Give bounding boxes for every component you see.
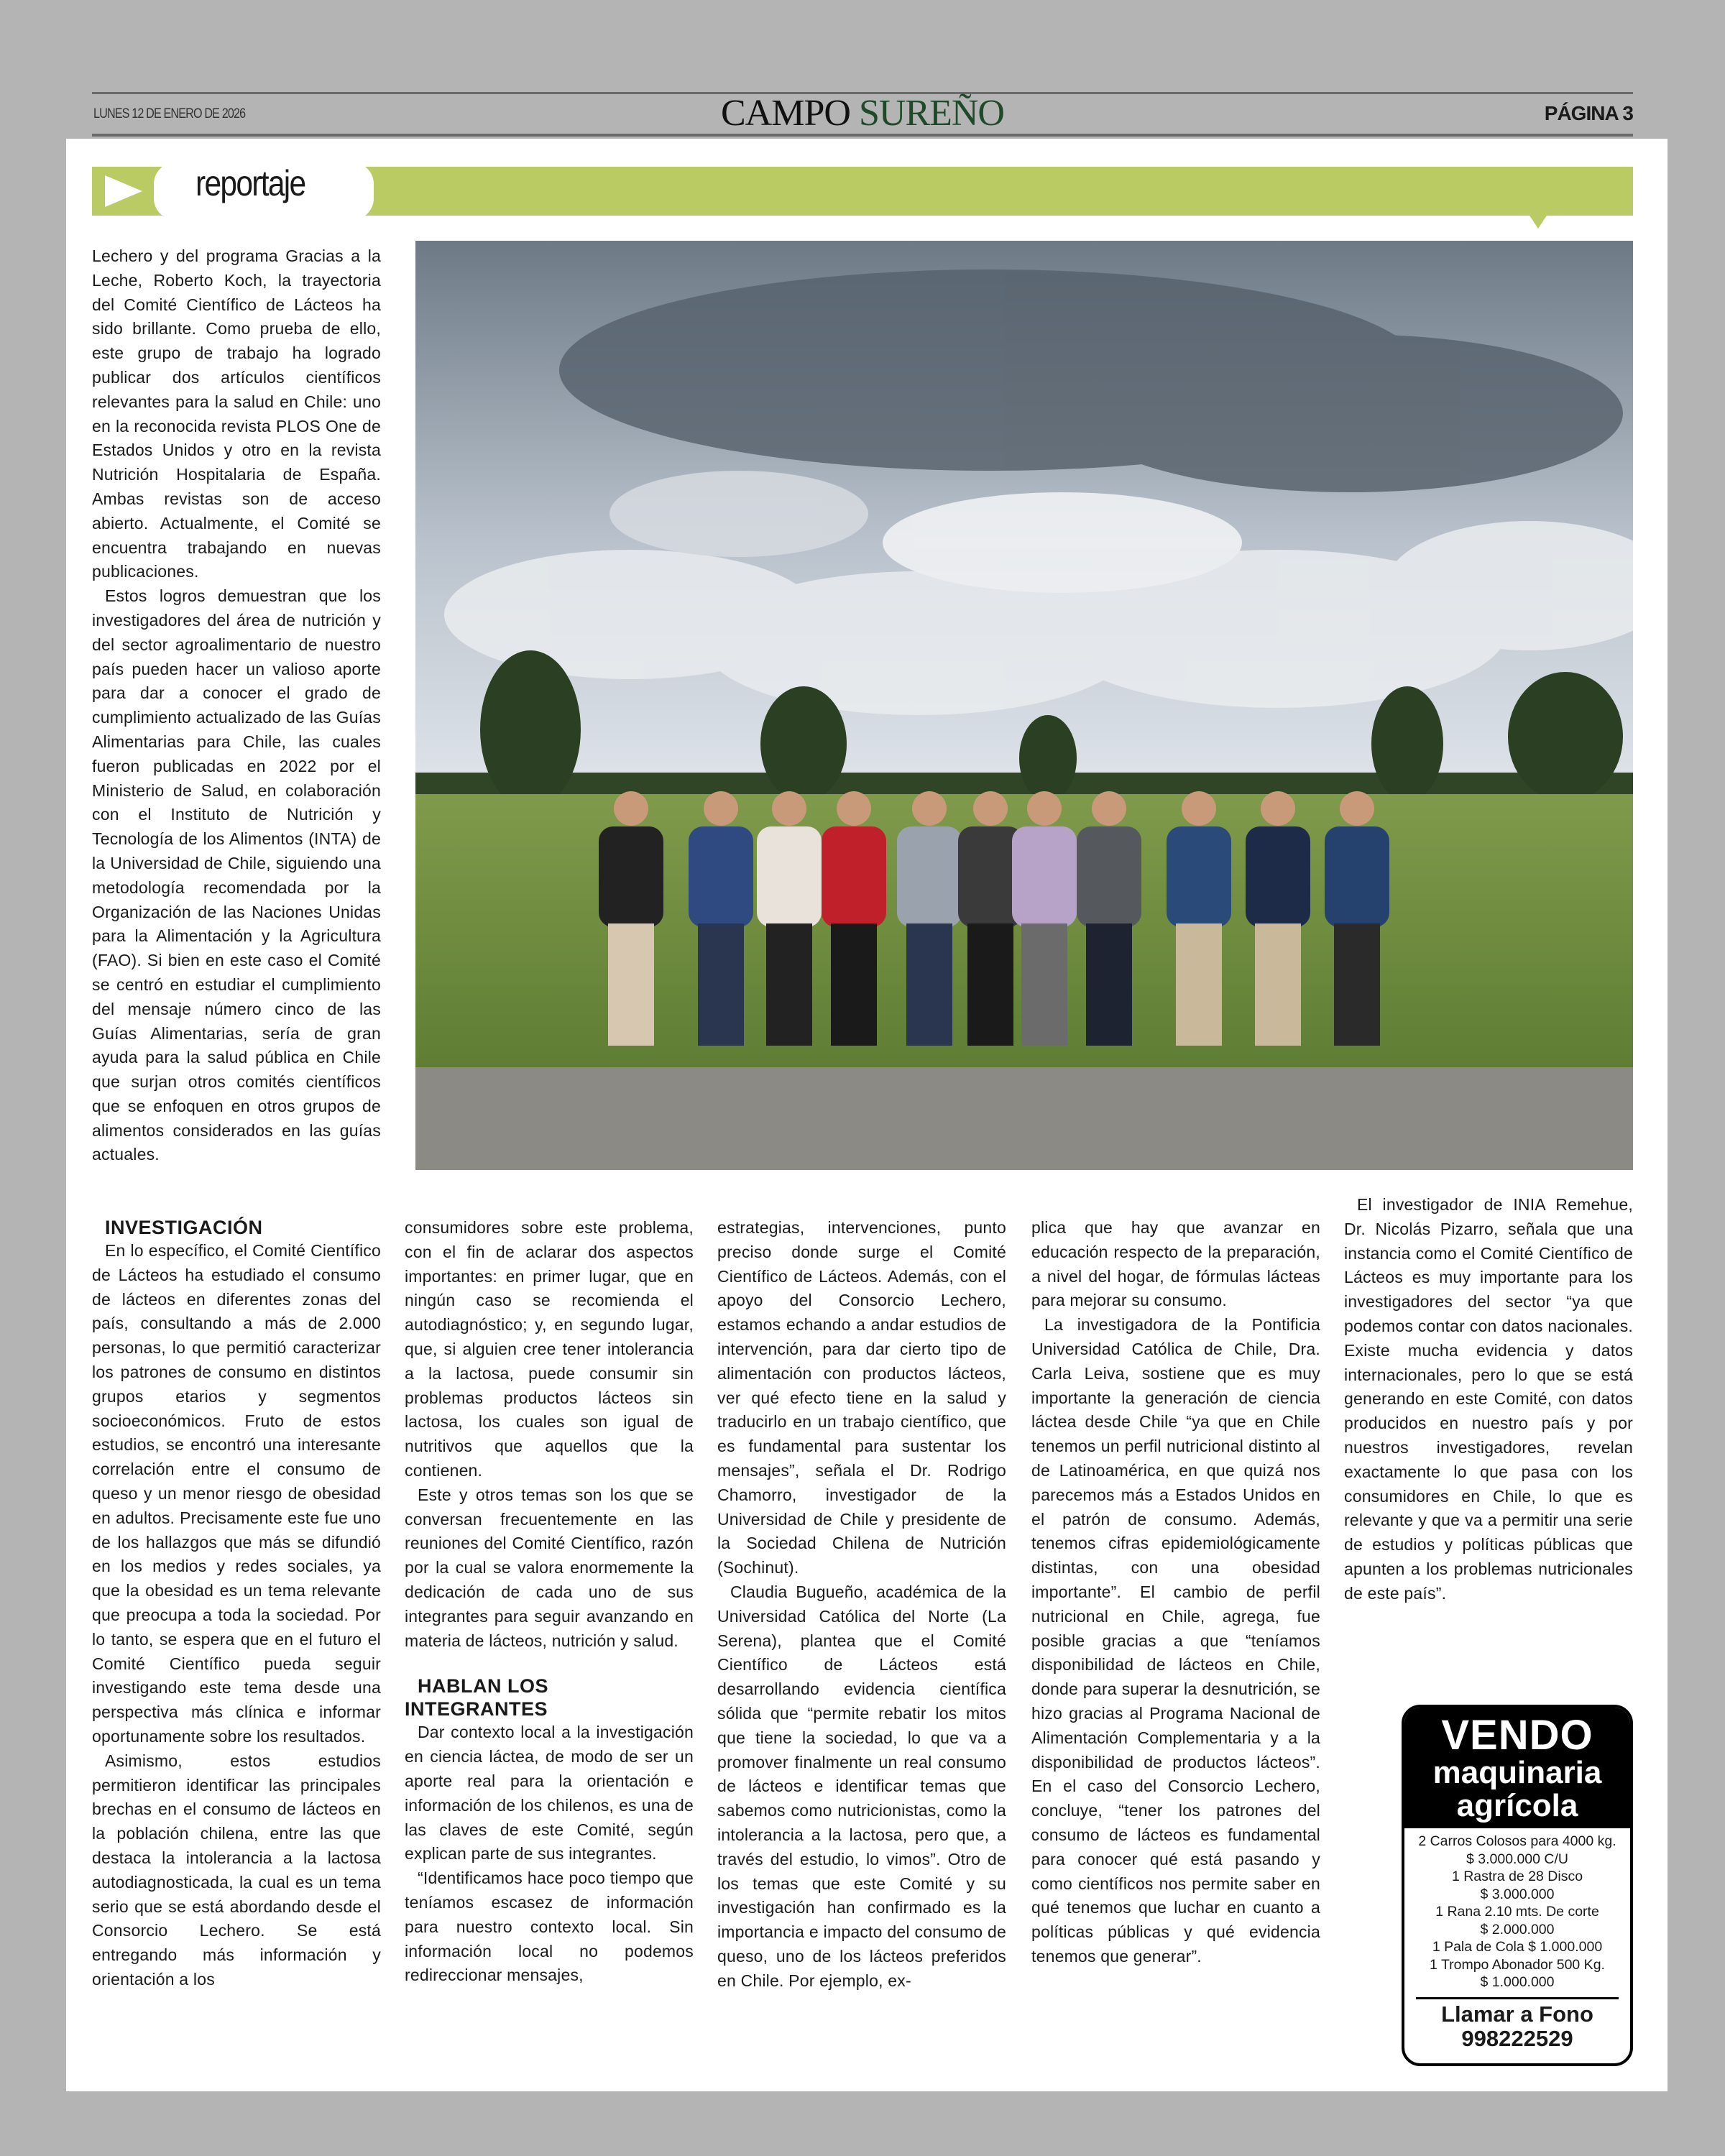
paragraph: Este y otros temas son los que se conversan frecuentemente en las reuniones del Comité Científico, razón por la cual se valora enormemente la dedicación de cada uno de sus integrantes para seguir avanzando en materia de lácteos, nutrición y salud. [405,1485,694,1650]
newspaper-masthead: CAMPO SUREÑO [721,93,1004,134]
ad-phone: 998222529 [1461,2025,1573,2051]
ad-item: 1 Trompo Abonador 500 Kg. [1430,1956,1605,1973]
ad-item-list [1404,1828,1630,1996]
issue-date: LUNES 12 DE ENERO DE 2026 [93,106,246,121]
paragraph: Asimismo, estos estudios permitieron identificar las principales brechas en el consumo de lácteos en la población chilena, entre las que destaca la intolerancia a la lactosa autodiagnosticada, la cual es un tema serio que se está abordando desde el Consorcio Lechero. Se está entregando más información y orientación a los [92,1751,381,1989]
paragraph: Lechero y del programa Gracias a la Leche, Roberto Koch, la trayectoria del Comité Científico de Lácteos ha sido brillante. Como prueba de ello, este grupo de trabajo ha logrado publicar dos artículos científicos relevantes para la salud en Chile: uno en la reconocida revista PLOS One de Estados Unidos y otro en la revista Nutrición Hospitalaria de España. Ambas revistas son de acceso abierto. Actualmente, el Comité se encuentra trabajando en nuevas publicaciones. [92,247,381,581]
subheading-investigacion: INVESTIGACIÓN [105,1217,263,1238]
ad-title: VENDO maquinaria agrícola [1404,1708,1630,1828]
ad-item: $ 1.000.000 [1480,1974,1555,1990]
subheading-hablan-los-integrantes: HABLAN LOS INTEGRANTES [405,1675,548,1720]
paragraph: “Identificamos hace poco tiempo que teníamos escasez de información para nuestro contexto local. Sin información local no podemos redireccionar mensajes, [405,1869,694,1985]
column-5 [1344,1193,1633,1606]
column-4 [1031,1216,1320,1969]
paragraph: Claudia Bugueño, académica de la Universidad Católica del Norte (La Serena), plantea que el Comité Científico de Lácteos está desarrollando evidencia científica sólida que “permite rebatir los mitos que tiene la sociedad, lo que va a promover finalmente un real consumo de lácteos e identificar temas que sabemos como nutricionistas, como la intolerancia a la lactosa, pero que, a través del estudio, lo vimos”. Otro de los temas que este Comité y su investigación han confirmado es la importancia e impacto del consumo de queso, uno de los lácteos preferidos en Chile. Por ejemplo, ex- [717,1582,1006,1990]
ad-item: 1 Rastra de 28 Disco [1451,1869,1583,1884]
paragraph: consumidores sobre este problema, con el fin de aclarar dos aspectos importantes: en primer lugar, que en ningún caso se recomienda el autodiagnóstico; y, en segundo lugar, que, si alguien cree tener intolerancia a la lactosa, puede consumir sin problemas productos lácteos sin lactosa, los cuales son igual de nutritivos que aquellos que la contienen. [405,1218,694,1480]
paragraph: En lo específico, el Comité Científico de Lácteos ha estudiado el consumo de lácteos en diferentes zonas del país, consultando a más de 2.000 personas, lo que permitió caracterizar los patrones de consumo en distintos grupos etarios y segmentos socioeconómicos. Fruto de estos estudios, se encontró una interesante correlación entre el consumo de queso y un menor riesgo de obesidad en adultos. Precisamente este fue uno de los hallazgos que más se difundió en los medios y redes sociales, ya que la obesidad es un tema relevante que preocupa a toda la sociedad. Por lo tanto, se espera que en el futuro el Comité Científico pueda seguir investigando este tema desde una perspectiva más clínica e informar oportunamente sobre los resultados. [92,1241,381,1746]
paragraph: estrategias, intervenciones, punto preciso donde surge el Comité Científico de Lácteos. Además, con el apoyo del Consorcio Lechero, estamos echando a andar estudios de intervención, para dar cierto tipo de alimentación con productos lácteos, ver qué efecto tiene en la salud y traducirlo en un trabajo científico, que es fundamental para sustentar los mensajes”, señala el Dr. Rodrigo Chamorro, investigador de la Universidad de Chile y presidente de la Sociedad Chilena de Nutrición (Sochinut). [717,1218,1006,1577]
person-figure [599,791,663,1046]
ad-divider [1416,1997,1619,1999]
ad-item: 2 Carros Colosos para 4000 kg. [1418,1833,1616,1849]
ad-item: $ 2.000.000 [1480,1921,1555,1938]
ad-item: $ 3.000.000 [1480,1886,1555,1902]
people-group [599,791,1389,1046]
gravel-road [415,1067,1633,1170]
ad-item: 1 Rana 2.10 mts. De corte [1435,1904,1599,1920]
person-figure [958,791,1023,1046]
group-photo [415,241,1633,1170]
column-1-bottom [92,1216,381,1992]
person-figure [1246,791,1310,1046]
column-3 [717,1216,1006,1994]
column-1-top [92,244,381,1167]
ad-call-label: Llamar a Fono [1441,2001,1593,2027]
paragraph: El investigador de INIA Remehue, Dr. Nicolás Pizarro, señala que una instancia como el Comité Científico de Lácteos es muy importante para los investigadores del sector “ya que podemos contar con datos nacionales. Existe mucha evidencia y datos internacionales, pero lo que se está generando en este Comité, con datos producidos en nuestro país y por nuestros investigadores, revelan exactamente lo que pasa con los consumidores en Chile, lo que es relevante y que va a permitir una serie de estudios y políticas públicas que apunten a los problemas nutricionales de este país”. [1344,1195,1633,1603]
ad-item: 1 Pala de Cola $ 1.000.000 [1432,1939,1603,1955]
person-figure [822,791,886,1046]
person-figure [1077,791,1141,1046]
person-figure [1012,791,1077,1046]
paragraph: plica que hay que avanzar en educación respecto de la preparación, a nivel del hogar, de fórmulas lácteas para mejorar su consumo. [1031,1218,1320,1310]
person-figure [689,791,753,1046]
person-figure [897,791,962,1046]
column-2 [405,1216,694,1988]
play-triangle-icon [105,175,142,207]
banner-pointer [1530,216,1547,229]
paragraph: Dar contexto local a la investigación en ciencia láctea, de modo de ser un aporte real para la orientación e información de los chilenos, es una de las claves de este Comité, según explican parte de sus integrantes. [405,1723,694,1864]
person-figure [757,791,822,1046]
page-number: PÁGINA 3 [1544,102,1633,124]
person-figure [1325,791,1389,1046]
section-label: reportaje [196,163,305,203]
person-figure [1167,791,1231,1046]
classified-ad [1402,1705,1633,2066]
ad-item: $ 3.000.000 C/U [1466,1851,1568,1867]
paragraph: Estos logros demuestran que los investigadores del área de nutrición y del sector agroalimentario de nuestro país pueden hacer un valioso aporte para dar a conocer el grado de cumplimiento actualizado de las Guías Alimentarias para Chile, las cuales fueron publicadas en 2022 por el Ministerio de Salud, en colaboración con el Instituto de Nutrición y Tecnología de los Alimentos (INTA) de la Universidad de Chile, siguiendo una metodología recomendada por la Organización de las Naciones Unidas para la Alimentación y la Agricultura (FAO). Si bien en este caso el Comité se centró en estudiar el cumplimiento del mensaje número cinco de las Guías Alimentarias, sería de gran ayuda para la salud pública en Chile que surjan otros comités científicos que se enfoquen en otros grupos de alimentos considerados en las guías actuales. [92,586,381,1164]
paragraph: La investigadora de la Pontificia Universidad Católica de Chile, Dra. Carla Leiva, sostiene que es muy importante la generación de ciencia láctea desde Chile “ya que en Chile tenemos un perfil nutricional distinto al de Latinoamérica, en que quizá nos parecemos más a Estados Unidos en el patrón de consumo. Además, tenemos cifras epidemiológicamente distintas, con una obesidad importante”. El cambio de perfil nutricional en Chile, agrega, fue posible gracias a que “teníamos disponibilidad de lácteos en Chile, donde para superar la desnutrición, se hizo gracias al Programa Nacional de Alimentación Complementaria y a la disponibilidad de productos lácteos”. En el caso del Consorcio Lechero, concluye, “tener los patrones del consumo de lácteos es fundamental para conocer qué está pasando y como científicos nos permite saber en qué tenemos que luchar en cuanto a políticas públicas y qué evidencia tenemos que generar”. [1031,1315,1320,1966]
